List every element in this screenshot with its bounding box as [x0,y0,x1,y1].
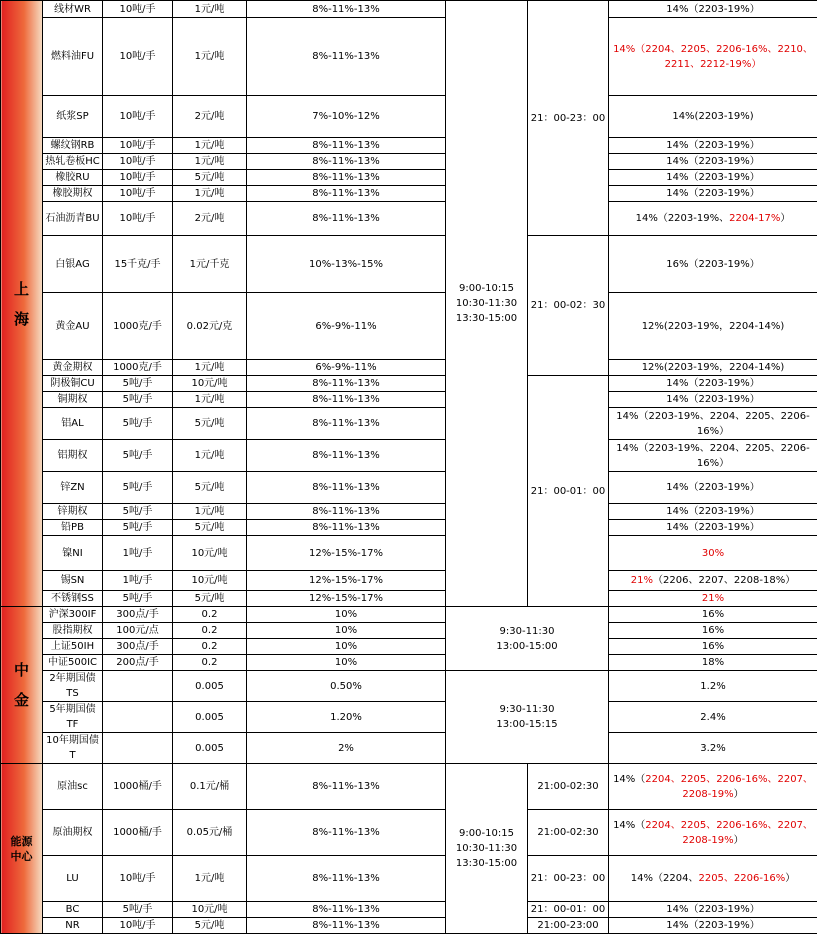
price-limit: 8%-11%-13% [247,764,446,810]
table-row [1,702,817,733]
tick-size: 5元/吨 [173,918,247,934]
contract-unit: 1000克/手 [103,360,173,376]
margin-text: 14%（2203-19%） [666,394,760,405]
table-row [1,96,817,138]
tick-size: 1元/吨 [173,360,247,376]
table-row [1,202,817,236]
text-line: 能源 [11,835,33,848]
contract-unit: 15千克/手 [103,236,173,293]
contract-name: LU [43,856,103,902]
price-limit: 2% [247,733,446,764]
table-row [1,1,817,18]
margin-text: 14%（ [613,774,645,785]
text-line: 中 [14,661,29,679]
contract-name: 铝期权 [43,440,103,472]
table-row [1,733,817,764]
table-row [1,591,817,607]
contract-unit: 5吨/手 [103,902,173,918]
tick-size: 5元/吨 [173,408,247,440]
margin-cell [609,671,817,702]
margin-text: ） [785,873,795,884]
margin-text: 3.2% [700,743,725,754]
contract-unit: 5吨/手 [103,591,173,607]
margin-text: 12%(2203-19%，2204-14%) [642,321,785,332]
margin-text: 16% [702,641,724,652]
contract-unit: 10吨/手 [103,154,173,170]
price-limit: 8%-11%-13% [247,186,446,202]
contract-unit [103,671,173,702]
margin-text: 12%(2203-19%，2204-14%) [642,362,785,373]
margin-text: 16% [702,625,724,636]
table-row [1,504,817,520]
margin-text: 14%（2203-19%） [666,522,760,533]
tick-size: 5元/吨 [173,472,247,504]
tick-size: 0.2 [173,623,247,639]
table-row [1,138,817,154]
text-line: 上 [14,280,29,298]
price-limit: 8%-11%-13% [247,472,446,504]
contract-name: 纸浆SP [43,96,103,138]
text-line: 金 [14,691,29,709]
text-line: 中心 [11,850,33,863]
margin-text: 14%（2203-19%） [666,482,760,493]
contract-name: 阴极铜CU [43,376,103,392]
margin-cell [609,655,817,671]
margin-cell [609,639,817,655]
night-trading-hours: 21：00-02：30 [528,236,609,376]
margin-cell [609,591,817,607]
table-row [1,764,817,810]
price-limit: 8%-11%-13% [247,202,446,236]
margin-text: ） [734,835,744,846]
price-limit: 8%-11%-13% [247,408,446,440]
margin-highlight: 30% [702,548,724,559]
table-row [1,440,817,472]
contract-name: 2年期国债TS [43,671,103,702]
contract-name: 铅PB [43,520,103,536]
equity-trading-hours [446,607,609,671]
price-limit: 8%-11%-13% [247,918,446,934]
margin-cell [609,170,817,186]
contract-unit: 300点/手 [103,639,173,655]
contract-unit: 5吨/手 [103,472,173,504]
day-trading-hours [446,764,528,934]
tick-size: 0.1元/桶 [173,764,247,810]
table-row [1,520,817,536]
contract-name: 10年期国债T [43,733,103,764]
tick-size: 2元/吨 [173,202,247,236]
table-row [1,170,817,186]
price-limit: 10% [247,655,446,671]
contract-unit: 5吨/手 [103,440,173,472]
table-row [1,607,817,623]
price-limit: 8%-11%-13% [247,138,446,154]
margin-highlight: 2205、2206-16% [698,873,785,884]
contract-unit: 1吨/手 [103,571,173,591]
contract-name: NR [43,918,103,934]
table-row [1,236,817,293]
price-limit: 1.20% [247,702,446,733]
tick-size: 0.02元/克 [173,293,247,360]
contract-name: 燃料油FU [43,18,103,96]
margin-cell [609,764,817,810]
text-line: 13:30-15:00 [456,313,517,324]
margin-cell [609,96,817,138]
tick-size: 0.2 [173,639,247,655]
table-row [1,671,817,702]
contract-unit [103,733,173,764]
contract-name: 上证50IH [43,639,103,655]
price-limit: 8%-11%-13% [247,154,446,170]
margin-cell [609,18,817,96]
margin-text: 14%（2203-19%） [666,156,760,167]
tick-size: 1元/吨 [173,856,247,902]
text-line: 9:00-10:15 [459,828,514,839]
margin-cell [609,520,817,536]
table-row [1,360,817,376]
contract-name: 沪深300IF [43,607,103,623]
table-row [1,810,817,856]
price-limit: 8%-11%-13% [247,902,446,918]
price-limit: 8%-11%-13% [247,392,446,408]
contract-name: 橡胶期权 [43,186,103,202]
exchange-label-shfe [1,1,43,607]
margin-cell [609,607,817,623]
price-limit: 8%-11%-13% [247,856,446,902]
margin-cell [609,202,817,236]
night-trading-hours: 21：00-01：00 [528,376,609,607]
exchange-label-ine [1,764,43,934]
margin-cell [609,293,817,360]
text-line: 9:00-10:15 [459,283,514,294]
table-row [1,655,817,671]
tick-size: 1元/吨 [173,392,247,408]
contract-unit: 1000桶/手 [103,810,173,856]
tick-size: 0.05元/桶 [173,810,247,856]
table-row [1,293,817,360]
margin-text: 16% [702,609,724,620]
price-limit: 10%-13%-15% [247,236,446,293]
contract-unit: 10吨/手 [103,186,173,202]
contract-unit: 10吨/手 [103,856,173,902]
contract-unit: 10吨/手 [103,170,173,186]
price-limit: 8%-11%-13% [247,520,446,536]
contract-unit: 1吨/手 [103,536,173,571]
tick-size: 1元/吨 [173,504,247,520]
contract-unit: 5吨/手 [103,376,173,392]
table-row [1,18,817,96]
margin-highlight: 21% [631,575,653,586]
bond-trading-hours [446,671,609,764]
price-limit: 8%-11%-13% [247,376,446,392]
margin-text: 14%（2203-19%） [666,188,760,199]
tick-size: 0.2 [173,655,247,671]
margin-cell [609,138,817,154]
night-trading-hours: 21:00-02:30 [528,764,609,810]
tick-size: 0.005 [173,702,247,733]
margin-highlight: 21% [702,593,724,604]
tick-size: 1元/吨 [173,138,247,154]
margin-text: 14%（2204、2205、2206-16%、2210、2211、2212-19%） [613,44,813,70]
price-limit: 8%-11%-13% [247,1,446,18]
price-limit: 8%-11%-13% [247,170,446,186]
price-limit: 12%-15%-17% [247,571,446,591]
margin-text: 14%（2203-19%） [666,172,760,183]
margin-cell [609,236,817,293]
margin-text: 14%（ [613,820,645,831]
tick-size: 1元/千克 [173,236,247,293]
contract-unit: 5吨/手 [103,504,173,520]
margin-cell [609,810,817,856]
contract-name: 铜期权 [43,392,103,408]
price-limit: 12%-15%-17% [247,536,446,571]
table-row [1,376,817,392]
table-row [1,472,817,504]
contract-unit: 1000桶/手 [103,764,173,810]
price-limit: 10% [247,639,446,655]
contract-unit: 1000克/手 [103,293,173,360]
text-line: 海 [14,310,29,328]
tick-size: 1元/吨 [173,154,247,170]
margin-text: 14%（2203-19%） [666,140,760,151]
tick-size: 0.005 [173,733,247,764]
margin-cell [609,702,817,733]
contract-name: 石油沥青BU [43,202,103,236]
contract-name: 白银AG [43,236,103,293]
contract-unit [103,702,173,733]
tick-size: 1元/吨 [173,186,247,202]
text-line: 13:30-15:00 [456,858,517,869]
contract-name: 黄金期权 [43,360,103,376]
tick-size: 1元/吨 [173,18,247,96]
table-row [1,902,817,918]
day-trading-hours [446,1,528,607]
margin-text: ） [734,789,744,800]
tick-size: 10元/吨 [173,376,247,392]
margin-text: 14%（2203-19%） [666,4,760,15]
tick-size: 5元/吨 [173,591,247,607]
margin-text: 14%（2203-19%） [666,506,760,517]
price-limit: 6%-9%-11% [247,293,446,360]
tick-size: 10元/吨 [173,902,247,918]
contract-unit: 300点/手 [103,607,173,623]
text-line: 9:30-11:30 [500,704,555,715]
margin-cell [609,504,817,520]
contract-unit: 5吨/手 [103,520,173,536]
margin-text: 14%（2203-19%、2204、2205、2206-16%） [616,443,809,469]
contract-name: 铝AL [43,408,103,440]
margin-cell [609,154,817,170]
margin-text: 14%（2203-19%） [666,904,760,915]
margin-text: 16%（2203-19%） [666,259,760,270]
contract-name: 原油sc [43,764,103,810]
price-limit: 10% [247,623,446,639]
contract-unit: 5吨/手 [103,408,173,440]
margin-text: 14%(2203-19%) [672,111,753,122]
margin-text: 2.4% [700,712,725,723]
margin-cell [609,1,817,18]
text-line: 10:30-11:30 [456,298,517,309]
tick-size: 0.2 [173,607,247,623]
margin-cell [609,440,817,472]
contract-name: 不锈钢SS [43,591,103,607]
margin-cell [609,392,817,408]
table-row [1,408,817,440]
margin-text: 14%（2203-19%、2204、2205、2206-16%） [616,411,809,437]
tick-size: 5元/吨 [173,170,247,186]
contract-unit: 5吨/手 [103,392,173,408]
margin-text: ） [780,213,790,224]
margin-cell [609,360,817,376]
tick-size: 0.005 [173,671,247,702]
contract-unit: 100元/点 [103,623,173,639]
contract-name: 螺纹钢RB [43,138,103,154]
table-row [1,536,817,571]
contract-name: 中证500IC [43,655,103,671]
contract-unit: 200点/手 [103,655,173,671]
price-limit: 0.50% [247,671,446,702]
tick-size: 2元/吨 [173,96,247,138]
table-row [1,639,817,655]
contract-unit: 10吨/手 [103,138,173,154]
table-row [1,392,817,408]
margin-cell [609,623,817,639]
margin-cell [609,536,817,571]
text-line: 9:30-11:30 [500,626,555,637]
text-line: 13:00-15:15 [496,719,557,730]
contract-unit: 10吨/手 [103,18,173,96]
contract-name: BC [43,902,103,918]
table-row [1,623,817,639]
contract-name: 热轧卷板HC [43,154,103,170]
margin-cell [609,376,817,392]
margin-text: 14%（2204、 [631,873,699,884]
contract-name: 锌期权 [43,504,103,520]
tick-size: 1元/吨 [173,1,247,18]
margin-text: 14%（2203-19%、 [636,213,730,224]
night-trading-hours: 21：00-23：00 [528,856,609,902]
night-trading-hours: 21：00-01：00 [528,902,609,918]
contract-unit: 10吨/手 [103,96,173,138]
margin-cell [609,408,817,440]
margin-cell [609,733,817,764]
margin-text: （2206、2207、2208-18%） [653,575,795,586]
contract-name: 5年期国债TF [43,702,103,733]
tick-size: 5元/吨 [173,520,247,536]
margin-text: 14%（2203-19%） [666,920,760,931]
price-limit: 10% [247,607,446,623]
margin-highlight: 2204、2205、2206-16%、2207、2208-19% [645,820,813,846]
contract-name: 锡SN [43,571,103,591]
price-limit: 12%-15%-17% [247,591,446,607]
contract-unit: 10吨/手 [103,202,173,236]
text-line: 13:00-15:00 [496,641,557,652]
price-limit: 8%-11%-13% [247,440,446,472]
text-line: 10:30-11:30 [456,843,517,854]
margin-text: 18% [702,657,724,668]
margin-cell [609,571,817,591]
margin-highlight: 2204-17% [729,213,780,224]
contract-unit: 10吨/手 [103,918,173,934]
margin-cell [609,186,817,202]
contract-name: 黄金AU [43,293,103,360]
margin-cell [609,902,817,918]
night-trading-hours: 21:00-02:30 [528,810,609,856]
contract-name: 橡胶RU [43,170,103,186]
price-limit: 7%-10%-12% [247,96,446,138]
price-limit: 8%-11%-13% [247,504,446,520]
price-limit: 6%-9%-11% [247,360,446,376]
contract-name: 线材WR [43,1,103,18]
contract-name: 股指期权 [43,623,103,639]
price-limit: 8%-11%-13% [247,18,446,96]
margin-highlight: 2204、2205、2206-16%、2207、2208-19% [645,774,813,800]
night-trading-hours: 21:00-23:00 [528,918,609,934]
tick-size: 1元/吨 [173,440,247,472]
tick-size: 10元/吨 [173,536,247,571]
margin-text: 14%（2203-19%） [666,378,760,389]
margin-cell [609,918,817,934]
contract-name: 原油期权 [43,810,103,856]
exchange-label-cffex [1,607,43,764]
table-row [1,186,817,202]
night-trading-hours: 21：00-23：00 [528,1,609,236]
contract-name: 锌ZN [43,472,103,504]
table-row [1,918,817,934]
table-row [1,154,817,170]
tick-size: 10元/吨 [173,571,247,591]
contract-name: 镍NI [43,536,103,571]
margin-text: 1.2% [700,681,725,692]
margin-cell [609,472,817,504]
contract-unit: 10吨/手 [103,1,173,18]
price-limit: 8%-11%-13% [247,810,446,856]
table-row [1,571,817,591]
